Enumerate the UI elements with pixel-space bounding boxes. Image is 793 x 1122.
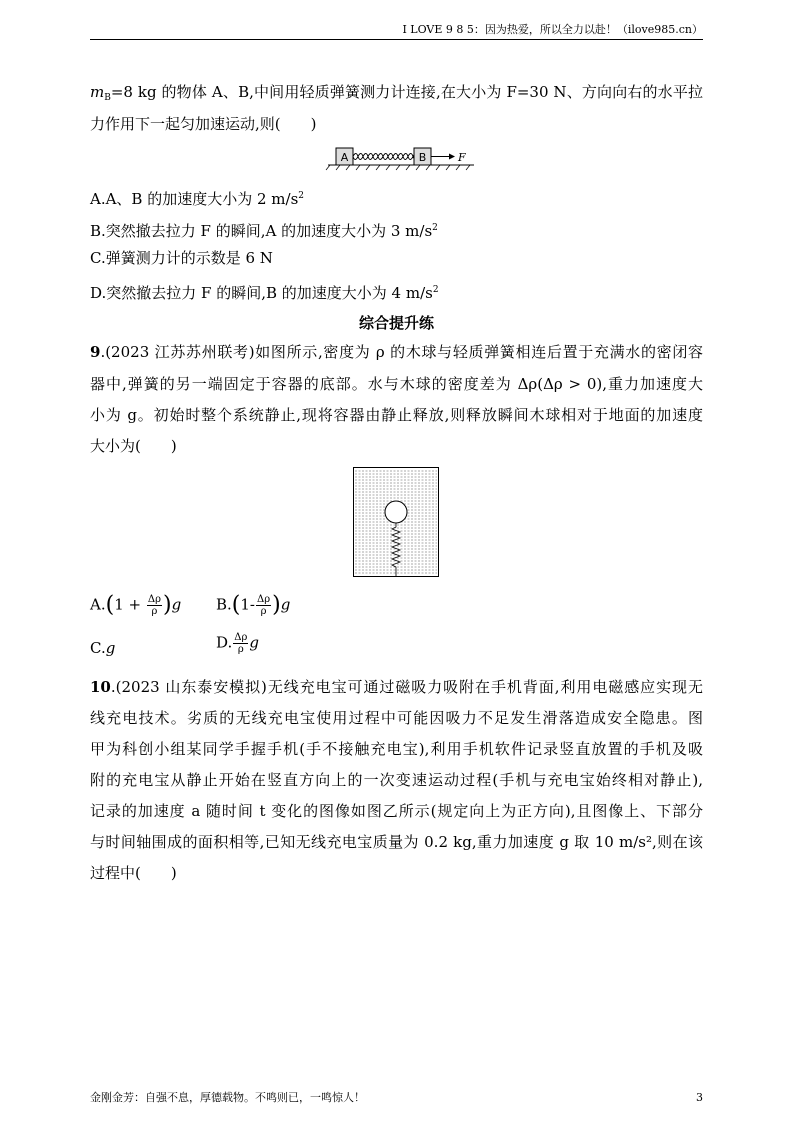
q9-option-b: B.(1- $\frac{\Delta\rho}{\rho}$ )g [216,592,291,618]
q8-spring-figure [322,145,482,171]
q9-option-c: C.g [90,639,116,657]
q9-line4: 大小为( ) [90,437,177,455]
page-number: 3 [696,1091,703,1104]
block-b-label: B [418,151,427,164]
block-a-label: A [340,151,349,164]
page-footer [90,1090,703,1106]
q8-stem-line2: 力作用下一起匀加速运动,则( ) [90,115,317,133]
section-title: 综合提升练 [358,314,434,332]
footer-motto: 金刚金芳：自强不息，厚德载物。不鸣则已，一鸣惊人！ [90,1091,365,1104]
q10-line4: 附的充电宝从静止开始在竖直方向上的一次变速运动过程(手机与充电宝始终相对静止), [90,771,703,789]
q9-line2: 器中,弹簧的另一端固定于容器的底部。水与木球的密度差为 Δρ(Δρ > 0),重力加速度大 [90,375,703,393]
q9-option-a: A.(1 + $\frac{\Delta\rho}{\rho}$ )g [90,592,182,618]
q10-line7: 过程中( ) [90,864,177,882]
q9-line3: 小为 g。初始时整个系统静止,现将容器由静止释放,则释放瞬间木球相对于地面的加速度 [90,406,703,424]
q9-option-d: D. $\frac{\Delta\rho}{\rho}$ g [216,632,259,655]
q10-line6: 与时间轴围成的面积相等,已知无线充电宝质量为 0.2 kg,重力加速度 g 取 10 m/s²,则在该 [90,833,703,851]
q8-option-a: A.A、B 的加速度大小为 2 $m/s^2$ [90,190,305,208]
q9-line1: 9.(2023 江苏苏州联考)如图所示,密度为 ρ 的木球与轻质弹簧相连后置于充满水的密闭容 [90,343,703,361]
q10-line2: 线充电技术。劣质的无线充电宝使用过程中可能因吸力不足发生滑落造成安全隐患。图 [90,709,703,727]
q8-option-d: D.突然撤去拉力 F 的瞬间,B 的加速度大小为 4 $m/s^2$ [90,284,439,302]
q8-option-b: B.突然撤去拉力 F 的瞬间,A 的加速度大小为 3 $m/s^2$ [90,222,438,240]
q8-option-c: C.弹簧测力计的示数是 6 N [90,249,273,267]
q9-container-figure [353,467,439,577]
force-label: F [458,151,466,164]
wood-ball [385,501,407,523]
q10-line3: 甲为科创小组某同学手握手机(手不接触充电宝),利用手机软件记录竖直放置的手机及吸 [90,740,703,758]
q10-line5: 记录的加速度 a 随时间 t 变化的图像如图乙所示(规定向上为正方向),且图像上、下部分 [90,802,703,820]
q10-line1: 10.(2023 山东泰安模拟)无线充电宝可通过磁吸力吸附在手机背面,利用电磁感应实现无 [90,678,703,696]
page-header: I LOVE 9 8 5：因为热爱，所以全力以赴！（ilove985.cn） [90,22,703,40]
q8-stem-line1: $m_B=8$ kg 的物体 A、B,中间用轻质弹簧测力计连接,在大小为 F=30 N、方向向右的水平拉 [90,83,703,103]
